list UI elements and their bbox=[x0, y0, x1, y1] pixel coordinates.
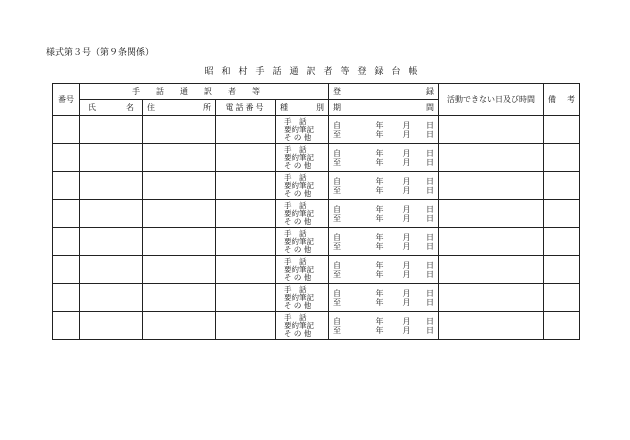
period-to-line: 至 年 月 日 bbox=[333, 129, 434, 139]
type-option-sign: 手 話 bbox=[284, 284, 307, 294]
phone-cell[interactable] bbox=[216, 172, 276, 200]
type-option-sign: 手 話 bbox=[284, 144, 307, 154]
table-row bbox=[53, 228, 580, 256]
registration-period-cell bbox=[329, 312, 439, 340]
period-from-line: 自 年 月 日 bbox=[333, 176, 434, 186]
name-cell[interactable] bbox=[80, 144, 143, 172]
period-from-line: 自 年 月 日 bbox=[333, 148, 434, 158]
type-option-other: そ の 他 bbox=[284, 300, 312, 310]
phone-cell[interactable] bbox=[216, 200, 276, 228]
type-option-summary: 要約筆記 bbox=[284, 236, 314, 246]
unavailable-times-cell[interactable] bbox=[439, 172, 544, 200]
type-option-summary: 要約筆記 bbox=[284, 180, 314, 190]
number-cell[interactable] bbox=[53, 172, 80, 200]
type-option-sign: 手 話 bbox=[284, 172, 307, 182]
address-cell[interactable] bbox=[143, 144, 216, 172]
header-number: 番号 bbox=[53, 84, 80, 116]
registration-period-cell bbox=[329, 200, 439, 228]
period-from-line: 自 年 月 日 bbox=[333, 204, 434, 214]
table-row bbox=[53, 284, 580, 312]
address-cell[interactable] bbox=[143, 116, 216, 144]
period-from-line: 自 年 月 日 bbox=[333, 232, 434, 242]
period-from-line: 自 年 月 日 bbox=[333, 316, 434, 326]
number-cell[interactable] bbox=[53, 284, 80, 312]
table-row bbox=[53, 116, 580, 144]
address-cell[interactable] bbox=[143, 200, 216, 228]
type-option-other: そ の 他 bbox=[284, 216, 312, 226]
type-option-summary: 要約筆記 bbox=[284, 320, 314, 330]
number-cell[interactable] bbox=[53, 144, 80, 172]
header-registration-bottom: 期 間 bbox=[329, 100, 439, 116]
remarks-cell[interactable] bbox=[544, 200, 580, 228]
period-to-line: 至 年 月 日 bbox=[333, 157, 434, 167]
registration-period-cell bbox=[329, 144, 439, 172]
type-option-summary: 要約筆記 bbox=[284, 208, 314, 218]
period-to-line: 至 年 月 日 bbox=[333, 213, 434, 223]
remarks-cell[interactable] bbox=[544, 284, 580, 312]
type-option-summary: 要約筆記 bbox=[284, 152, 314, 162]
type-option-other: そ の 他 bbox=[284, 132, 312, 142]
unavailable-times-cell[interactable] bbox=[439, 312, 544, 340]
number-cell[interactable] bbox=[53, 228, 80, 256]
header-registration-top: 登 録 bbox=[329, 84, 439, 100]
header-phone: 電話番号 bbox=[216, 100, 276, 116]
type-option-sign: 手 話 bbox=[284, 116, 307, 126]
table-row bbox=[53, 256, 580, 284]
type-option-summary: 要約筆記 bbox=[284, 124, 314, 134]
type-option-sign: 手 話 bbox=[284, 200, 307, 210]
number-cell[interactable] bbox=[53, 312, 80, 340]
period-from-line: 自 年 月 日 bbox=[333, 120, 434, 130]
phone-cell[interactable] bbox=[216, 116, 276, 144]
remarks-cell[interactable] bbox=[544, 312, 580, 340]
address-cell[interactable] bbox=[143, 228, 216, 256]
name-cell[interactable] bbox=[80, 116, 143, 144]
address-cell[interactable] bbox=[143, 284, 216, 312]
form-number-label: 様式第３号（第９条関係） bbox=[46, 48, 155, 58]
header-address: 住 所 bbox=[143, 100, 216, 116]
name-cell[interactable] bbox=[80, 256, 143, 284]
type-cell bbox=[276, 200, 329, 228]
unavailable-times-cell[interactable] bbox=[439, 200, 544, 228]
registration-period-cell bbox=[329, 256, 439, 284]
type-cell bbox=[276, 312, 329, 340]
name-cell[interactable] bbox=[80, 312, 143, 340]
type-cell bbox=[276, 228, 329, 256]
period-to-line: 至 年 月 日 bbox=[333, 269, 434, 279]
remarks-cell[interactable] bbox=[544, 116, 580, 144]
phone-cell[interactable] bbox=[216, 312, 276, 340]
unavailable-times-cell[interactable] bbox=[439, 228, 544, 256]
type-cell bbox=[276, 284, 329, 312]
type-option-other: そ の 他 bbox=[284, 188, 312, 198]
remarks-cell[interactable] bbox=[544, 256, 580, 284]
period-to-line: 至 年 月 日 bbox=[333, 325, 434, 335]
name-cell[interactable] bbox=[80, 172, 143, 200]
page-title: 昭和村手話通訳者等登録台帳 bbox=[204, 67, 426, 77]
registry-table bbox=[52, 83, 580, 340]
type-option-other: そ の 他 bbox=[284, 328, 312, 338]
type-option-other: そ の 他 bbox=[284, 272, 312, 282]
number-cell[interactable] bbox=[53, 200, 80, 228]
type-option-sign: 手 話 bbox=[284, 256, 307, 266]
header-remarks: 備 考 bbox=[544, 84, 580, 116]
phone-cell[interactable] bbox=[216, 144, 276, 172]
type-cell bbox=[276, 144, 329, 172]
unavailable-times-cell[interactable] bbox=[439, 144, 544, 172]
header-type: 種 別 bbox=[276, 100, 329, 116]
name-cell[interactable] bbox=[80, 228, 143, 256]
table-row bbox=[53, 172, 580, 200]
period-to-line: 至 年 月 日 bbox=[333, 185, 434, 195]
period-to-line: 至 年 月 日 bbox=[333, 297, 434, 307]
phone-cell[interactable] bbox=[216, 284, 276, 312]
address-cell[interactable] bbox=[143, 172, 216, 200]
address-cell[interactable] bbox=[143, 256, 216, 284]
name-cell[interactable] bbox=[80, 284, 143, 312]
number-cell[interactable] bbox=[53, 116, 80, 144]
registration-period-cell bbox=[329, 172, 439, 200]
remarks-cell[interactable] bbox=[544, 144, 580, 172]
table-row bbox=[53, 144, 580, 172]
type-option-sign: 手 話 bbox=[284, 228, 307, 238]
type-cell bbox=[276, 172, 329, 200]
period-from-line: 自 年 月 日 bbox=[333, 260, 434, 270]
period-from-line: 自 年 月 日 bbox=[333, 288, 434, 298]
period-to-line: 至 年 月 日 bbox=[333, 241, 434, 251]
type-option-summary: 要約筆記 bbox=[284, 292, 314, 302]
registration-period-cell bbox=[329, 284, 439, 312]
phone-cell[interactable] bbox=[216, 228, 276, 256]
remarks-cell[interactable] bbox=[544, 228, 580, 256]
type-option-other: そ の 他 bbox=[284, 244, 312, 254]
name-cell[interactable] bbox=[80, 200, 143, 228]
header-unavailable-times: 活動できない日及び時間 bbox=[439, 84, 544, 116]
registration-period-cell bbox=[329, 116, 439, 144]
remarks-cell[interactable] bbox=[544, 172, 580, 200]
number-cell[interactable] bbox=[53, 256, 80, 284]
header-interpreter-group: 手話通訳者等 bbox=[80, 84, 329, 100]
type-cell bbox=[276, 116, 329, 144]
unavailable-times-cell[interactable] bbox=[439, 284, 544, 312]
table-row bbox=[53, 312, 580, 340]
type-option-other: そ の 他 bbox=[284, 160, 312, 170]
table-row bbox=[53, 200, 580, 228]
header-name: 氏 名 bbox=[80, 100, 143, 116]
type-option-sign: 手 話 bbox=[284, 312, 307, 322]
unavailable-times-cell[interactable] bbox=[439, 256, 544, 284]
phone-cell[interactable] bbox=[216, 256, 276, 284]
type-option-summary: 要約筆記 bbox=[284, 264, 314, 274]
address-cell[interactable] bbox=[143, 312, 216, 340]
type-cell bbox=[276, 256, 329, 284]
registration-period-cell bbox=[329, 228, 439, 256]
unavailable-times-cell[interactable] bbox=[439, 116, 544, 144]
